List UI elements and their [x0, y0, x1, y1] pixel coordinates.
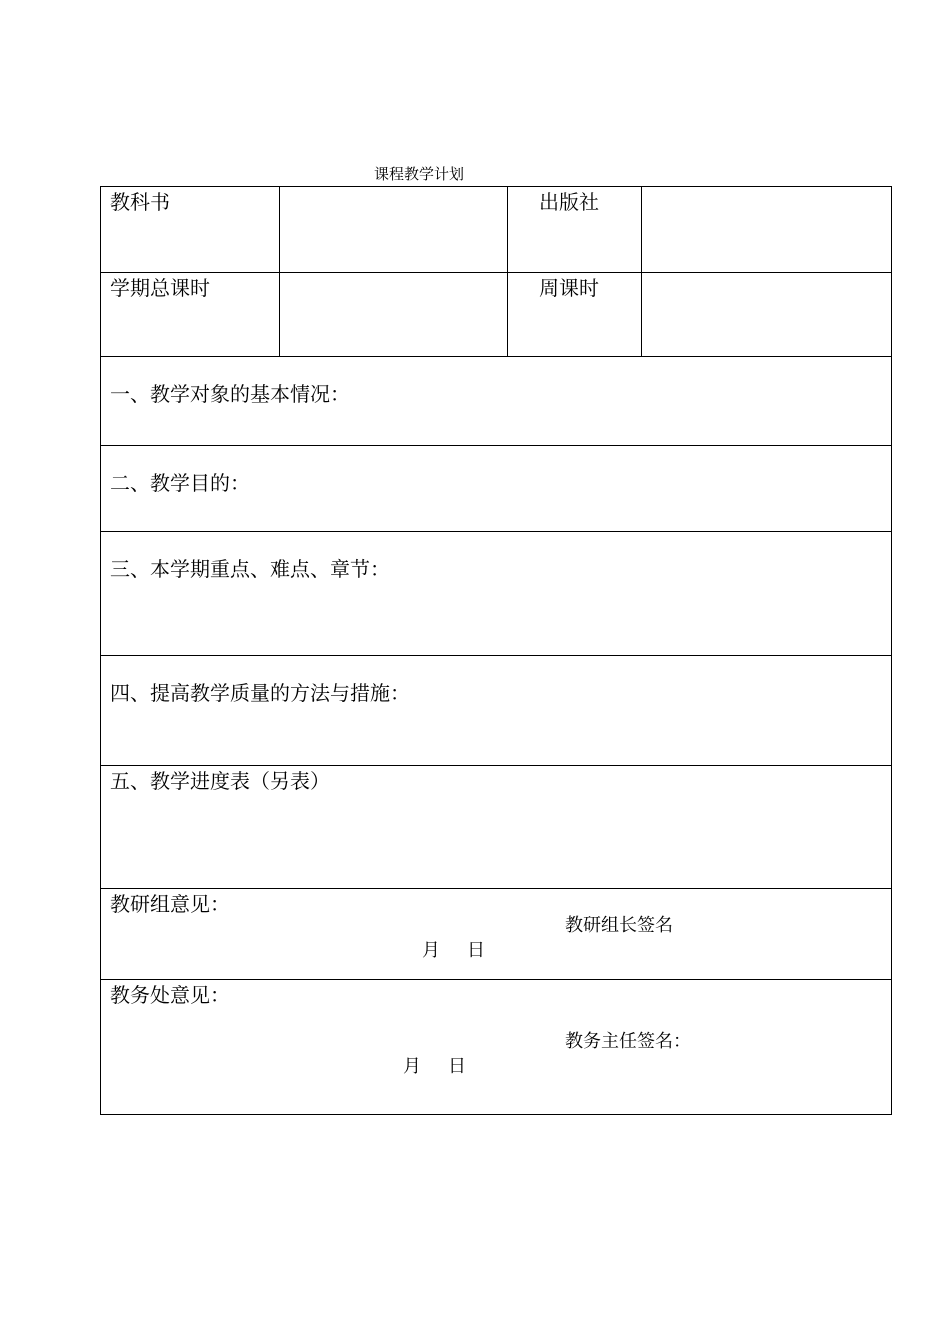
section-row — [101, 357, 892, 446]
research-date — [422, 940, 485, 962]
weekly-hours-label-cell — [508, 273, 642, 357]
research-opinion-field[interactable] — [101, 889, 892, 980]
academic-month: 月 — [403, 1056, 421, 1077]
section-row — [101, 446, 892, 532]
publisher-label: 出版社 — [539, 190, 599, 214]
section-methods-field[interactable] — [101, 656, 892, 766]
section-objectives-field[interactable] — [101, 446, 892, 532]
teaching-plan-table — [100, 186, 892, 1115]
section-students-field[interactable] — [101, 357, 892, 446]
section-keypoints-field[interactable] — [101, 532, 892, 656]
textbook-value — [280, 187, 507, 189]
section-row — [101, 532, 892, 656]
total-hours-label: 学期总课时 — [110, 276, 210, 300]
textbook-label-cell — [101, 187, 280, 273]
section-keypoints-label: 三、本学期重点、难点、章节： — [110, 557, 390, 581]
research-opinion-label: 教研组意见： — [110, 892, 230, 916]
section-students-label: 一、教学对象的基本情况： — [110, 382, 350, 406]
weekly-hours-value — [642, 273, 891, 275]
section-methods-label: 四、提高教学质量的方法与措施： — [110, 681, 410, 705]
publisher-value — [642, 187, 891, 189]
page-title: 课程教学计划 — [374, 165, 465, 183]
section-objectives-label: 二、教学目的： — [110, 471, 250, 495]
total-hours-value — [280, 273, 507, 275]
section-row — [101, 766, 892, 889]
section-row — [101, 656, 892, 766]
weekly-hours-value-field[interactable] — [642, 273, 892, 357]
academic-opinion-row — [101, 980, 892, 1115]
textbook-label: 教科书 — [110, 190, 170, 214]
section-schedule-field[interactable] — [101, 766, 892, 889]
research-day: 日 — [467, 940, 485, 961]
academic-signature-label: 教务主任签名： — [565, 1031, 691, 1052]
academic-day: 日 — [448, 1056, 466, 1077]
academic-date — [403, 1056, 466, 1078]
research-month: 月 — [422, 940, 440, 961]
total-hours-value-field[interactable] — [280, 273, 508, 357]
textbook-row — [101, 187, 892, 273]
research-opinion-row — [101, 889, 892, 980]
textbook-value-field[interactable] — [280, 187, 508, 273]
section-schedule-label: 五、教学进度表（另表） — [110, 769, 330, 793]
publisher-label-cell — [508, 187, 642, 273]
research-signature-label: 教研组长签名 — [565, 915, 673, 936]
academic-opinion-field[interactable] — [101, 980, 892, 1115]
publisher-value-field[interactable] — [642, 187, 892, 273]
total-hours-label-cell — [101, 273, 280, 357]
weekly-hours-label: 周课时 — [539, 276, 599, 300]
hours-row — [101, 273, 892, 357]
academic-opinion-label: 教务处意见： — [110, 983, 230, 1007]
